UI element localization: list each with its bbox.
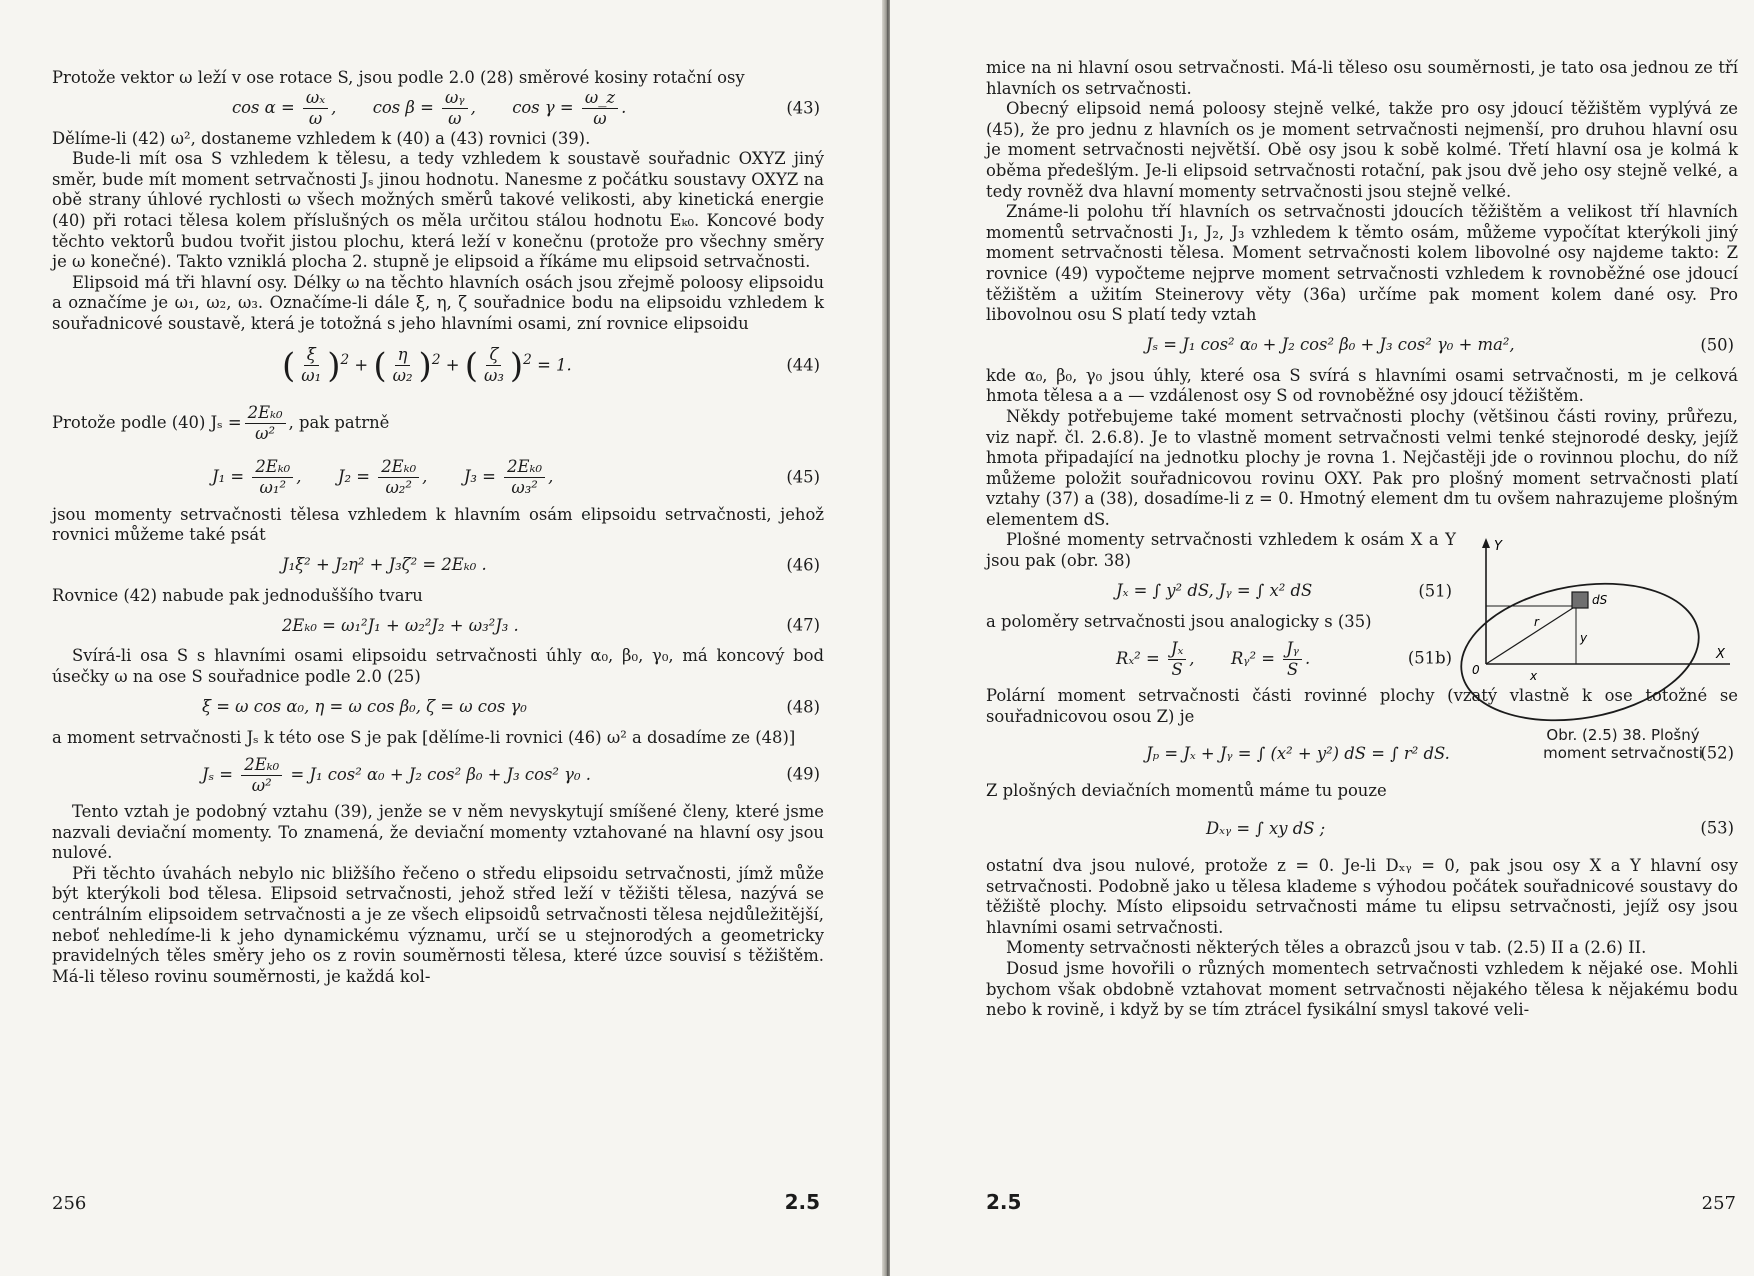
equation-number: (45) xyxy=(786,467,820,487)
paragraph: Plošné momenty setrvačnosti vzhledem k osám X a Y jsou pak (obr. 38) xyxy=(986,530,1456,571)
equation-number: (47) xyxy=(786,616,820,636)
equation-number: (50) xyxy=(1700,335,1734,355)
paragraph: a poloměry setrvačnosti jsou analogicky s (35) xyxy=(986,611,1372,631)
equation-number: (46) xyxy=(786,555,820,575)
paragraph: ostatní dva jsou nulové, protože z = 0. Je-li Dₓᵧ = 0, pak jsou osy X a Y hlavní osy setrvačnosti. Podobně jako u tělesa klademe s výhodou počátek souřadnicové soustavy do těžiště plochy. Místo elipsoidu setrvačnosti máme tu elipsu setrvačnosti, jejíž osy jsou hlavními osami setrvačnosti. xyxy=(986,856,1738,937)
paragraph: Známe-li polohu tří hlavních os setrvačnosti jdoucích těžištěm a velikost tří hlavních momentů setrvačnosti J₁, J₂, J₃ vzhledem k těmto osám, můžeme vypočítat kterýkoli jiný moment setrvačnosti tělesa. Moment setrvačnosti kolem libovolné osy najdeme takto: Z rovnice (49) vypočteme nejprve moment setrvačnosti vzhledem k rovnoběžné ose jdoucí těžištěm a užitím Steinerovy věty (36a) určíme pak moment kolem dané osy. Pro libovolnou osu S platí tedy vztah xyxy=(986,202,1738,325)
equation-number: (44) xyxy=(786,355,820,375)
equation-number: (49) xyxy=(786,764,820,784)
right-page xyxy=(890,0,1754,1276)
equation-number: (43) xyxy=(786,98,820,118)
paragraph: Z plošných deviačních momentů máme tu pouze xyxy=(986,781,1387,801)
equation-44: ( $\frac{\xi}{\text{ω₁}}$ )$^2$ + ( $\frac{\eta}{\text{ω₂}}$ )$^2$ + ( $\frac{\zeta}{\text{ω₃}}$ )$^2$ = 1. (44) xyxy=(282,345,820,386)
page-number: 257 xyxy=(1701,1193,1736,1214)
equation-53: Dₓᵧ = ∫ xy dS ; (53) xyxy=(1206,818,1734,838)
equation-48: ξ = ω cos α₀, η = ω cos β₀, ζ = ω cos γ₀ (48) xyxy=(202,697,820,717)
x-label: x xyxy=(1530,669,1538,684)
x-axis-label: X xyxy=(1716,647,1725,663)
y-axis-label: Y xyxy=(1494,539,1502,555)
area-element xyxy=(1572,592,1588,608)
r-label: r xyxy=(1534,615,1539,630)
paragraph: kde α₀, β₀, γ₀ jsou úhly, které osa S svírá s hlavními osami setrvačnosti, m je celková hmota tělesa a a — vzdálenost osy S od rovnoběžné osy jdoucí těžištěm. xyxy=(986,365,1738,406)
equation-number: (51) xyxy=(1418,581,1452,601)
right-page-content xyxy=(986,58,1738,1021)
y-axis-arrow xyxy=(1482,538,1490,548)
page-number: 256 xyxy=(52,1193,87,1214)
paragraph: Při těchto úvahách nebylo nic bližšího řečeno o středu elipsoidu setrvačnosti, jímž může být kterýkoli bod tělesa. Elipsoid setrvačnosti, jehož střed leží v těžišti tělesa, nazývá se centrálním elipsoidem setrvačnosti a je ze všech elipsoidů setrvačnosti tělesa nejdůležitější, neboť nehledíme-li k jeho dynamickému významu, určí se u stejnorodých a geometricky pravidelných těles směry jeho os z rovin souměrnosti tělesa, které úzce souvisí s těžištěm. Má-li těleso rovinu souměrnosti, je každá kol- xyxy=(52,863,824,986)
equation-50: Jₛ = J₁ cos² α₀ + J₂ cos² β₀ + J₃ cos² γ₀ + ma², (50) xyxy=(1146,335,1734,355)
y-label: y xyxy=(1580,631,1588,646)
equation-number: (51b) xyxy=(1407,648,1452,668)
line-40: Protože podle (40) Jₛ = $\frac{\text{2Eₖ₀}}{\text{ω²}}$ , pak patrně xyxy=(52,403,390,444)
paragraph: Tento vztah je podobný vztahu (39), jenže se v něm nevyskytují smíšené členy, které jsme nazvali deviační momenty. To znamená, že deviační momenty vztahované na hlavní osy jsou nulové. xyxy=(52,802,824,863)
origin-label: 0 xyxy=(1472,663,1480,678)
paragraph: a moment setrvačnosti Jₛ k této ose S je pak [dělíme-li rovnici (46) ω² a dosadíme ze (48)] xyxy=(52,727,796,747)
equation-45: J₁ = $\frac{\text{2Eₖ₀}}{\text{ω₁²}}$ , J₂ = $\frac{\text{2Eₖ₀}}{\text{ω₂²}}$ , J₃ = $\frac{\text{2Eₖ₀}}{\text{ω₃²}}$ , (45) xyxy=(212,457,820,498)
equation-number: (52) xyxy=(1700,744,1734,764)
paragraph: Obecný elipsoid nemá poloosy stejně velké, takže pro osy jdoucí těžištěm vyplývá ze (45), že pro jednu z hlavních os je moment setrvačnosti nejmenší, pro druhou hlavní osu je moment setrvačnosti největší. Obě osy jsou k sobě kolmé. Třetí hlavní osa je kolmá k oběma předešlým. Je-li elipsoid setrvačnosti rotační, pak jsou dvě jeho osy stejně velké, a tedy rovněž dva hlavní momenty setrvačnosti jsou stejně velké. xyxy=(986,99,1738,201)
paragraph: Dosud jsme hovořili o různých momentech setrvačnosti vzhledem k nějaké ose. Mohli bychom však obdobně vztahovat moment setrvačnosti nějakého tělesa k nějakému bodu nebo k rovině, i když by se tím ztrácel fysikální smysl takové veli- xyxy=(986,959,1738,1020)
paragraph: Elipsoid má tři hlavní osy. Délky ω na těchto hlavních osách jsou zřejmě poloosy elipsoidu a označíme je ω₁, ω₂, ω₃. Označíme-li dále ξ, η, ζ souřadnice bodu na elipsoidu vzhledem k souřadnicové soustavě, která je totožná s jeho hlavními osami, zní rovnice elipsoidu xyxy=(52,272,824,333)
equation-52: Jₚ = Jₓ + Jᵧ = ∫ (x² + y²) dS = ∫ r² dS. (52) xyxy=(1146,744,1734,764)
paragraph: Svírá-li osa S s hlavními osami elipsoidu setrvačnosti úhly α₀, β₀, γ₀, má koncový bod úsečky ω na ose S souřadnice podle 2.0 (25) xyxy=(52,646,824,686)
radius-line xyxy=(1486,606,1576,664)
figure-38-diagram xyxy=(1450,534,1734,734)
equation-43: cos α = $\frac{\text{ωₓ}}{\omega}$ , cos β = $\frac{\text{ωᵧ}}{\omega}$ , cos γ = $\frac{\omega\_z}{\omega}$ . (43) xyxy=(232,88,820,129)
paragraph: jsou momenty setrvačnosti tělesa vzhledem k hlavním osám elipsoidu setrvačnosti, jehož rovnici můžeme také psát xyxy=(52,504,824,545)
equation-number: (53) xyxy=(1700,818,1734,838)
equation-number: (48) xyxy=(786,697,820,717)
equation-51: Jₓ = ∫ y² dS, Jᵧ = ∫ x² dS (51) xyxy=(1116,581,1452,601)
paragraph: Momenty setrvačnosti některých těles a obrazců jsou v tab. (2.5) II a (2.6) II. xyxy=(1006,938,1647,958)
plane-area-outline xyxy=(1450,567,1709,735)
section-marker: 2.5 xyxy=(784,1190,820,1214)
ds-label: dS xyxy=(1592,593,1608,608)
equation-46: J₁ξ² + J₂η² + J₃ζ² = 2Eₖ₀ . (46) xyxy=(282,555,820,575)
equation-49: Jₛ = $\frac{\text{2Eₖ₀}}{\text{ω²}}$ = J₁ cos² α₀ + J₂ cos² β₀ + J₃ cos² γ₀ . (49) xyxy=(202,754,820,795)
figure-caption: Obr. (2.5) 38. Plošný moment setrvačnosti xyxy=(1543,726,1703,763)
equation-51b: Rₓ² = $\frac{\text{Jₓ}}{S}$ , Rᵧ² = $\frac{\text{Jᵧ}}{S}$ . (51b) xyxy=(1116,638,1452,679)
paragraph: Bude-li mít osa S vzhledem k tělesu, a tedy vzhledem k soustavě souřadnic OXYZ jiný směr, bude mít moment setrvačnosti Jₛ jinou hodnotu. Nanesme z počátku soustavy OXYZ na obě strany úhlové rychlosti ω všech možných směrů takové velikosti, aby kinetická energie (40) při rotaci tělesa kolem příslušných os měla určitou stálou hodnotu Eₖ₀. Koncové body těchto vektorů budou tvořit jistou plochu, která leží v konečnu (protože pro všechny směry je ω konečné). Takto vzniklá plocha 2. stupně je elipsoid a říkáme mu elipsoid setrvačnosti. xyxy=(52,149,824,272)
paragraph: Dělíme-li (42) ω², dostaneme vzhledem k (40) a (43) rovnici (39). xyxy=(52,128,591,148)
paragraph: Polární moment setrvačnosti části rovinné plochy (vzatý vlastně k ose totožné se souřadnicovou osou Z) je xyxy=(986,686,1738,726)
paragraph: Někdy potřebujeme také moment setrvačnosti plochy (většinou části roviny, průřezu, viz např. čl. 2.6.8). Je to vlastně moment setrvačnosti velmi tenké stejnorodé desky, jejíž hmota připadající na jednotku plochy je rovna 1. Nejčastěji jde o rovinnou plochu, do níž můžeme položit souřadnicovou rovinu OXY. Pak pro plošný moment setrvačnosti platí vztahy (37) a (38), dosadíme-li z = 0. Hmotný element dm tu ovšem nahrazujeme plošným elementem dS. xyxy=(986,406,1738,529)
paragraph: Rovnice (42) nabude pak jednoduššího tvaru xyxy=(52,585,423,605)
section-marker: 2.5 xyxy=(986,1190,1022,1214)
equation-47: 2Eₖ₀ = ω₁²J₁ + ω₂²J₂ + ω₃²J₃ . (47) xyxy=(282,616,820,636)
paragraph: mice na ni hlavní osou setrvačnosti. Má-li těleso osu souměrnosti, je tato osa jednou ze tří hlavních os setrvačnosti. xyxy=(986,58,1738,98)
paragraph: Protože vektor ω leží v ose rotace S, jsou podle 2.0 (28) směrové kosiny rotační osy xyxy=(52,68,745,87)
left-page-content xyxy=(52,68,824,987)
